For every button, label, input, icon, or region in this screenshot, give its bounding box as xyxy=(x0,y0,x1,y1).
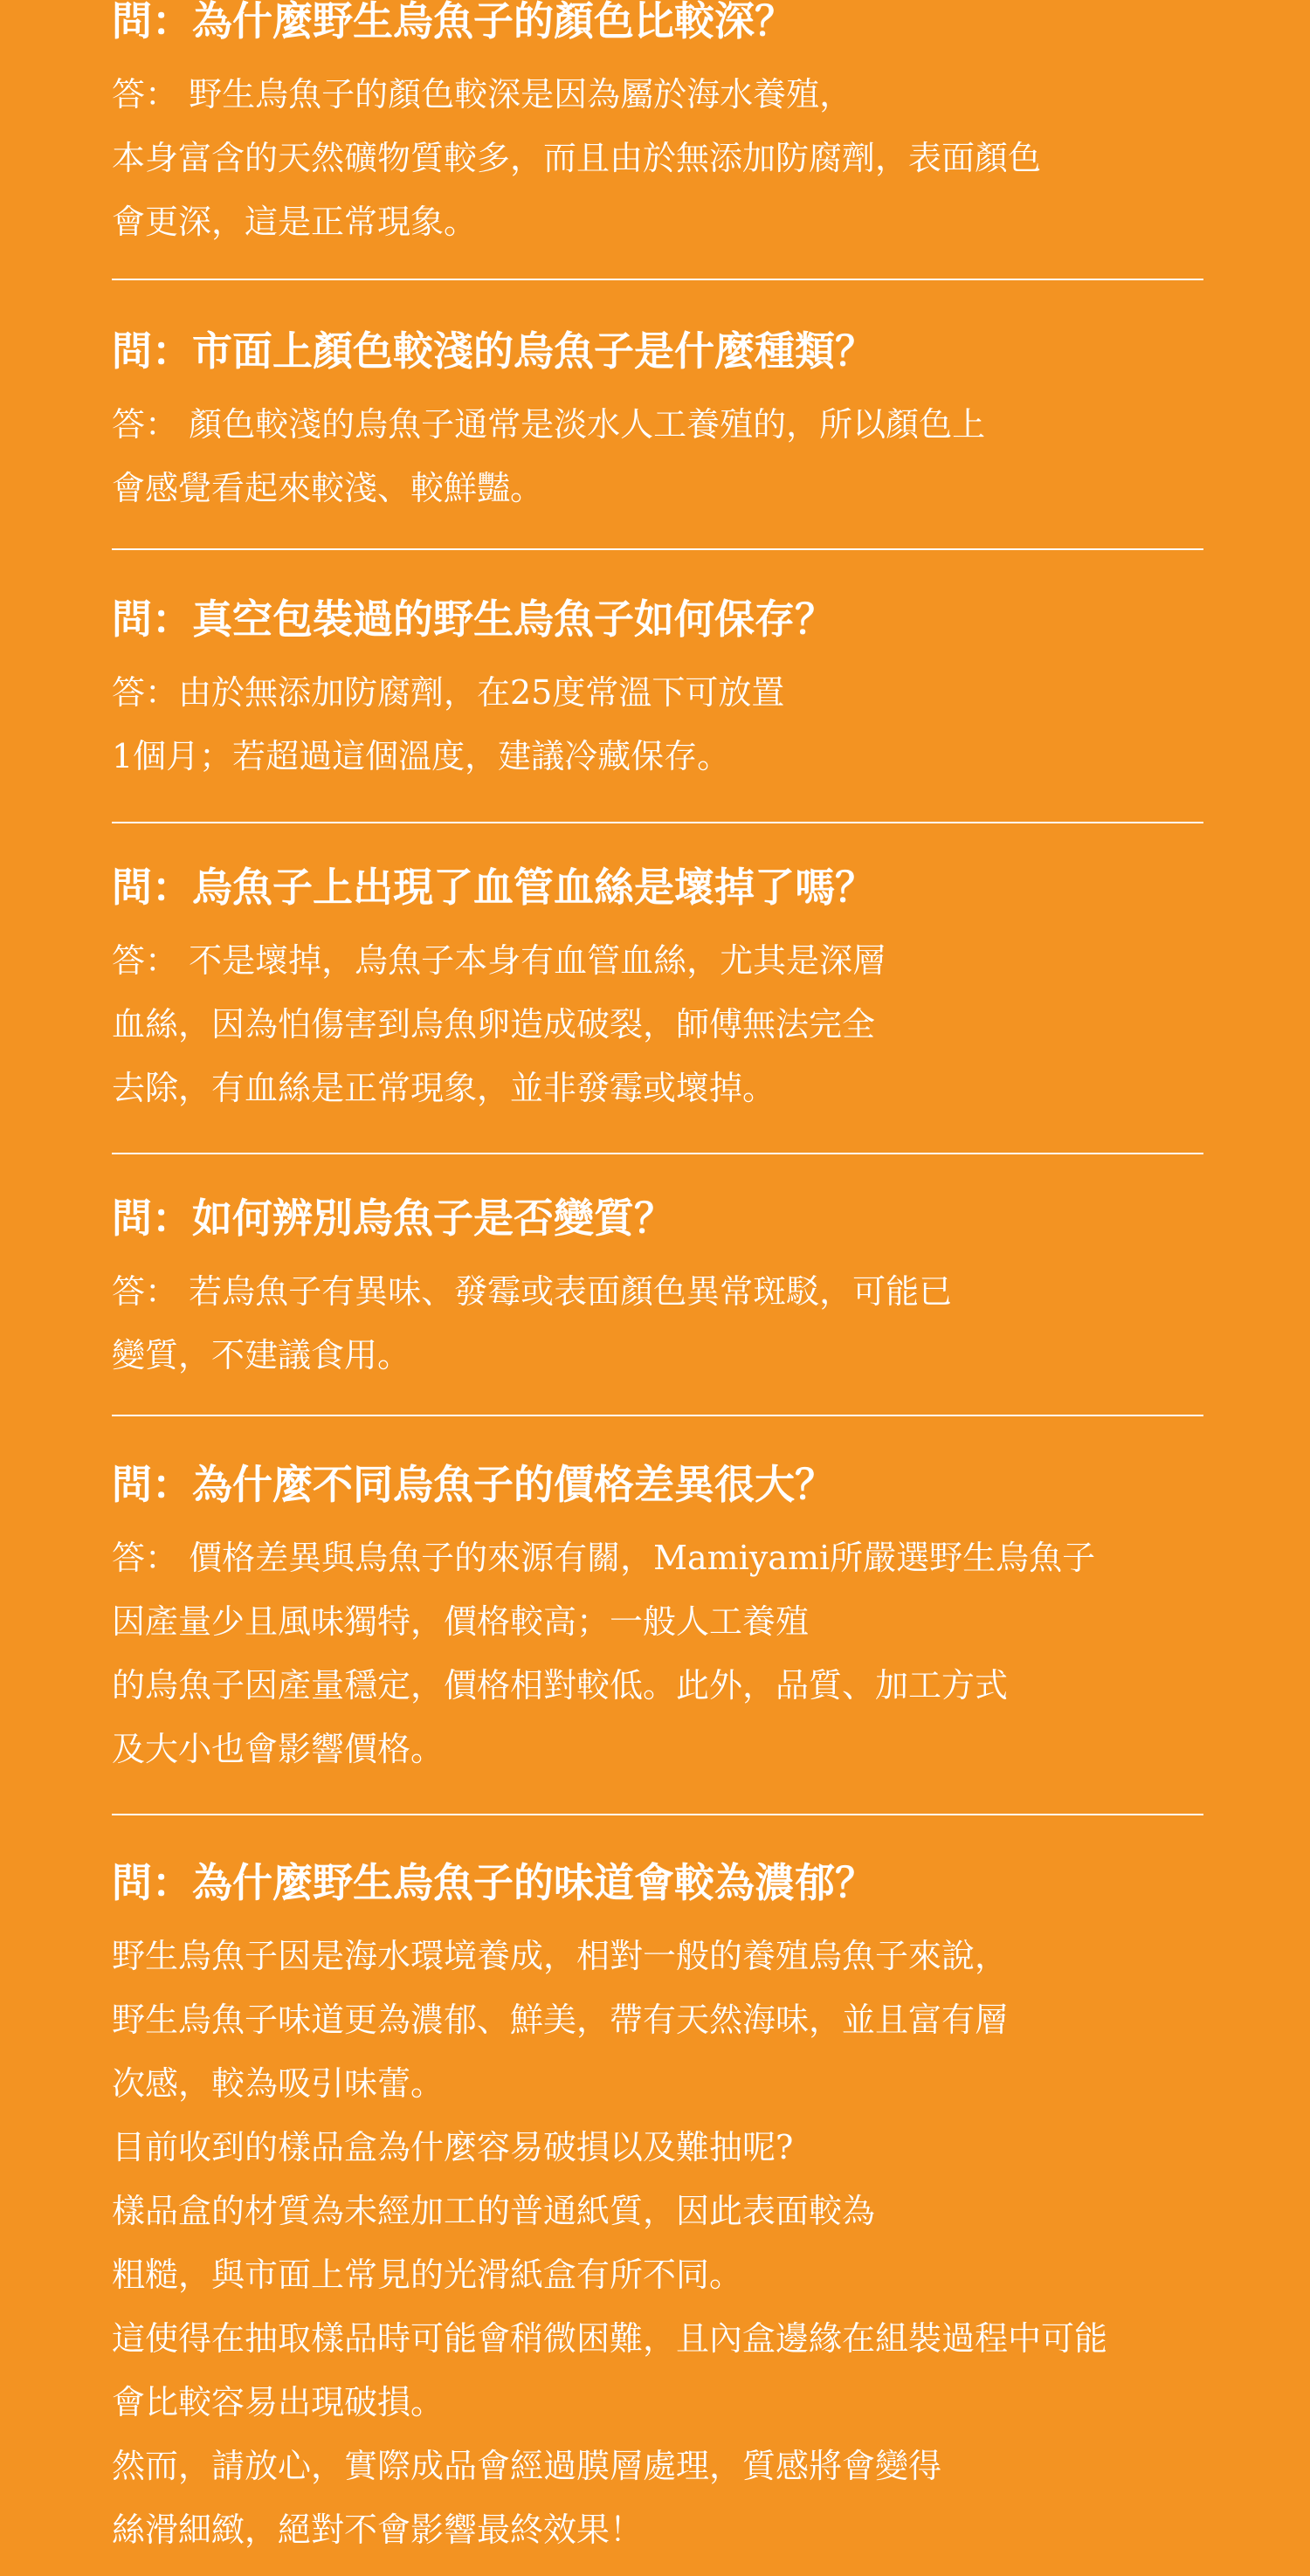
faq-answer-line: 會比較容易出現破損。 xyxy=(112,2383,445,2421)
faq-answer xyxy=(112,661,1203,789)
faq-item-7 xyxy=(112,1856,1203,2562)
faq-answer xyxy=(112,1260,1203,1388)
faq-item-2 xyxy=(112,325,1203,520)
faq-answer-line: 野生烏魚子味道更為濃郁、鮮美，帶有天然海味，並且富有層 xyxy=(112,2001,1009,2039)
faq-question: 問：市面上顏色較淺的烏魚子是什麼種類？ xyxy=(112,327,875,375)
faq-item-1 xyxy=(112,0,1203,254)
faq-answer-line: 會更深，這是正常現象。 xyxy=(112,203,478,241)
faq-question: 問：為什麼野生烏魚子的顏色比較深？ xyxy=(112,0,795,45)
faq-item-3 xyxy=(112,593,1203,789)
faq-answer-line: 次感，較為吸引味蕾。 xyxy=(112,2064,445,2103)
faq-answer xyxy=(112,929,1203,1120)
faq-answer-line: 答： 野生烏魚子的顏色較深是因為屬於海水養殖， xyxy=(112,75,853,114)
faq-divider xyxy=(112,548,1203,550)
faq-item-4 xyxy=(112,861,1203,1120)
faq-answer-line: 然而，請放心，實際成品會經過膜層處理，質感將會變得 xyxy=(112,2447,942,2485)
faq-answer xyxy=(112,63,1203,254)
faq-item-5 xyxy=(112,1192,1203,1388)
faq-question: 問：如何辨別烏魚子是否變質？ xyxy=(112,1195,674,1242)
faq-answer-line: 絲滑細緻，絕對不會影響最終效果！ xyxy=(112,2511,644,2549)
faq-answer-line: 答： 若烏魚子有異味、發霉或表面顏色異常斑駁，可能已 xyxy=(112,1272,953,1311)
faq-divider xyxy=(112,822,1203,823)
faq-answer-line: 1個月；若超過這個溫度，建議冷藏保存。 xyxy=(112,737,731,775)
faq-answer xyxy=(112,393,1203,520)
faq-answer-line: 血絲，因為怕傷害到烏魚卵造成破裂，師傅無法完全 xyxy=(112,1005,876,1043)
faq-question: 問：真空包裝過的野生烏魚子如何保存？ xyxy=(112,596,835,643)
faq-divider xyxy=(112,1814,1203,1815)
faq-answer-line: 粗糙，與市面上常見的光滑紙盒有所不同。 xyxy=(112,2256,743,2294)
faq-question: 問：為什麼野生烏魚子的味道會較為濃郁？ xyxy=(112,1859,875,1906)
faq-answer xyxy=(112,1925,1203,2562)
faq-answer-line: 野生烏魚子因是海水環境養成，相對一般的養殖烏魚子來說， xyxy=(112,1937,1009,1975)
faq-answer-line: 因產量少且風味獨特，價格較高；一般人工養殖 xyxy=(112,1602,810,1641)
faq-answer-line: 答：由於無添加防腐劑，在25度常溫下可放置 xyxy=(112,673,785,712)
faq-answer-line: 及大小也會影響價格。 xyxy=(112,1730,445,1768)
faq-answer-line: 會感覺看起來較淺、較鮮豔。 xyxy=(112,469,544,507)
faq-answer-line: 答： 顏色較淺的烏魚子通常是淡水人工養殖的，所以顏色上 xyxy=(112,405,986,444)
faq-answer-line: 這使得在抽取樣品時可能會稍微困難，且內盒邊緣在組裝過程中可能 xyxy=(112,2319,1108,2358)
faq-answer-line: 的烏魚子因產量穩定，價格相對較低。此外，品質、加工方式 xyxy=(112,1666,1009,1705)
faq-divider xyxy=(112,279,1203,280)
faq-answer-line: 答： 不是壞掉，烏魚子本身有血管血絲，尤其是深層 xyxy=(112,941,886,980)
faq-answer xyxy=(112,1526,1203,1781)
faq-answer-line: 答： 價格差異與烏魚子的來源有關，Mamiyami所嚴選野生烏魚子 xyxy=(112,1539,1096,1577)
faq-divider xyxy=(112,1153,1203,1154)
faq-answer-line: 變質，不建議食用。 xyxy=(112,1336,411,1374)
faq-answer-line: 本身富含的天然礦物質較多，而且由於無添加防腐劑，表面顏色 xyxy=(112,139,1042,177)
faq-divider xyxy=(112,1415,1203,1416)
faq-answer-line: 去除，有血絲是正常現象，並非發霉或壞掉。 xyxy=(112,1069,776,1107)
faq-answer-line: 樣品盒的材質為未經加工的普通紙質，因此表面較為 xyxy=(112,2192,876,2230)
faq-item-6 xyxy=(112,1458,1203,1781)
faq-answer-line: 目前收到的樣品盒為什麼容易破損以及難抽呢? xyxy=(112,2128,794,2166)
faq-question: 問：烏魚子上出現了血管血絲是壞掉了嗎？ xyxy=(112,864,875,911)
faq-question: 問：為什麼不同烏魚子的價格差異很大？ xyxy=(112,1461,835,1508)
